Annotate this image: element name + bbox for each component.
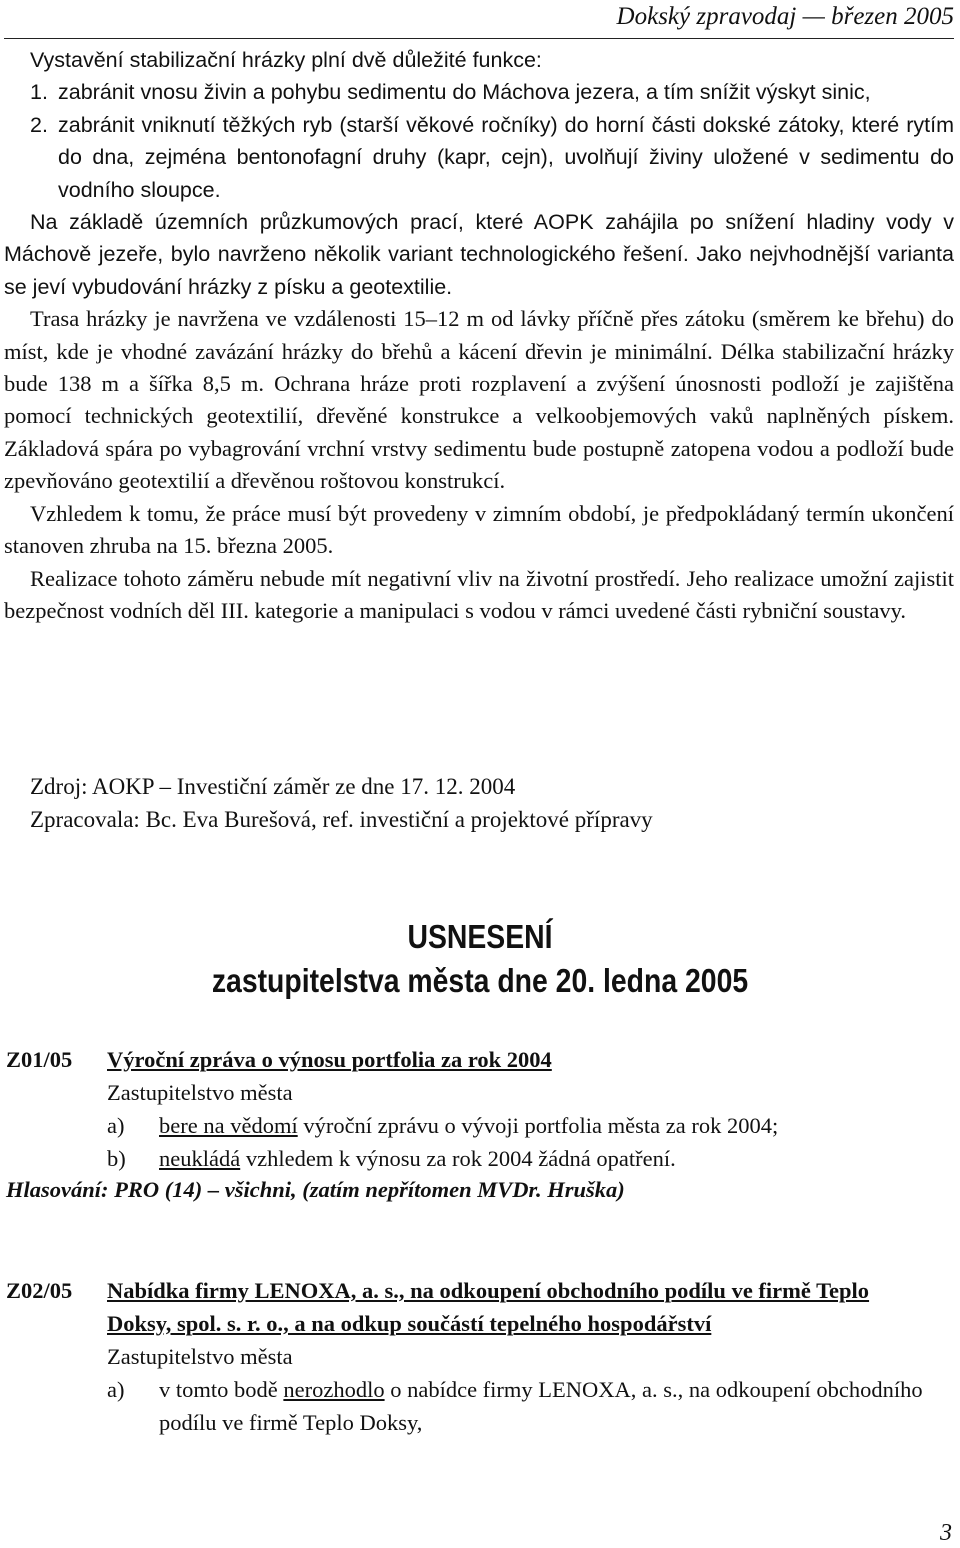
item-text-pre: v tomto bodě — [159, 1377, 284, 1402]
vote-result: Hlasování: PRO (14) – všichni, (zatím nepřítomen MVDr. Hruška) — [6, 1177, 625, 1202]
item-text: o nabídce firmy LENOXA, a. s., na odkoupení obchodního podílu ve firmě Teplo Doksy, — [159, 1377, 923, 1435]
source-line: Zdroj: AOKP – Investiční záměr ze dne 17. 12. 2004 — [30, 774, 516, 799]
item-verb: bere na vědomí — [159, 1113, 298, 1138]
paragraph: Realizace tohoto záměru nebude mít negativní vliv na životní prostředí. Jeho realizace umožní zajistit bezpečnost vodních děl III. kategorie a manipulaci s vodou v rámci uvedené části rybniční soustavy. — [4, 565, 954, 623]
paragraph: Vzhledem k tomu, že práce musí být provedeny v zimním období, je předpokládaný termín ukončení stanoven zhruba na 15. března 2005. — [4, 500, 954, 559]
paragraph: Trasa hrázky je navržena ve vzdálenosti 15–12 m od lávky příčně přes zátoku (směrem ke břehu) do míst, kde je vhodné zavázání hrázky do břehů a kácení dřevin je minimální. Délka stabilizační hrázky bude 138 m a šířka 8,5 m. Ochrana hráze proti rozplavení a zvýšení únosnosti podloží je zajištěna pomocí technických geotextilií, dřevěné konstrukce a velkoobjemových vaků naplněných pískem. Základová spára po vybagrování vrchní vrstvy sedimentu bude postupně zatopena vodou a podloží bude zpevňováno geotextilií a dřevěnou roštovou konstrukcí. — [4, 306, 954, 494]
resolution-item — [107, 1109, 950, 1142]
list-text: zabránit vniknutí těžkých ryb (starší věkové ročníky) do horní části dokské zátoky, které rytím do dna, zejména bentonofagní druhy (kapr, cejn), uvolňují živiny uložené v sedimentu do vodního sloupce. — [58, 112, 954, 202]
item-label: b) — [107, 1146, 126, 1171]
author-line: Zpracovala: Bc. Eva Burešová, ref. investiční a projektové přípravy — [30, 807, 653, 832]
list-number: 1. — [30, 80, 48, 105]
running-title: Dokský zpravodaj — březen 2005 — [616, 3, 954, 30]
item-label: a) — [107, 1377, 125, 1402]
running-header — [4, 0, 954, 39]
resolution-z01 — [6, 1043, 950, 1175]
section-subtitle: zastupitelstva města dne 20. ledna 2005 — [211, 962, 749, 999]
resolution-item — [107, 1142, 950, 1175]
resolution-code: Z01/05 — [6, 1047, 73, 1072]
resolution-item — [107, 1373, 936, 1439]
item-label: a) — [107, 1113, 125, 1138]
resolution-subject: Zastupitelstvo města — [107, 1080, 293, 1105]
list-text: zabránit vnosu živin a pohybu sedimentu do Máchova jezera, a tím snížit výskyt sinic, — [58, 80, 871, 105]
item-text: výroční zprávu o vývoji portfolia města za rok 2004; — [297, 1113, 779, 1138]
resolution-subject: Zastupitelstvo města — [107, 1344, 293, 1369]
paragraph: Na základě územních průzkumových prací, které AOPK zahájila po snížení hladiny vody v Máchově jezeře, bylo navrženo několik variant technologického řešení. Jako nejvhodnější varianta se jeví vybudování hrázky z písku a geotextilie. — [4, 210, 954, 299]
resolution-z02 — [6, 1274, 950, 1439]
page-number: 3 — [940, 1520, 952, 1546]
item-verb: neukládá — [159, 1146, 241, 1171]
list-item — [4, 109, 954, 206]
list-item — [4, 76, 954, 108]
item-verb: nerozhodlo — [283, 1377, 385, 1402]
intro-lead: Vystavění stabilizační hrázky plní dvě důležité funkce: — [30, 48, 542, 72]
source-block — [30, 770, 653, 836]
item-text: vzhledem k výnosu za rok 2004 žádná opatření. — [240, 1146, 676, 1171]
resolution-code: Z02/05 — [6, 1278, 73, 1303]
article-body — [4, 44, 954, 627]
list-number: 2. — [30, 112, 48, 137]
resolution-heading: Nabídka firmy LENOXA, a. s., na odkoupení obchodního podílu ve firmě Teplo Doksy, spol. s. r. o., a na odkup součástí tepelného hospodářství — [107, 1278, 870, 1336]
section-title: USNESENÍ — [407, 918, 553, 955]
resolution-heading: Výroční zpráva o výnosu portfolia za rok 2004 — [107, 1047, 552, 1072]
